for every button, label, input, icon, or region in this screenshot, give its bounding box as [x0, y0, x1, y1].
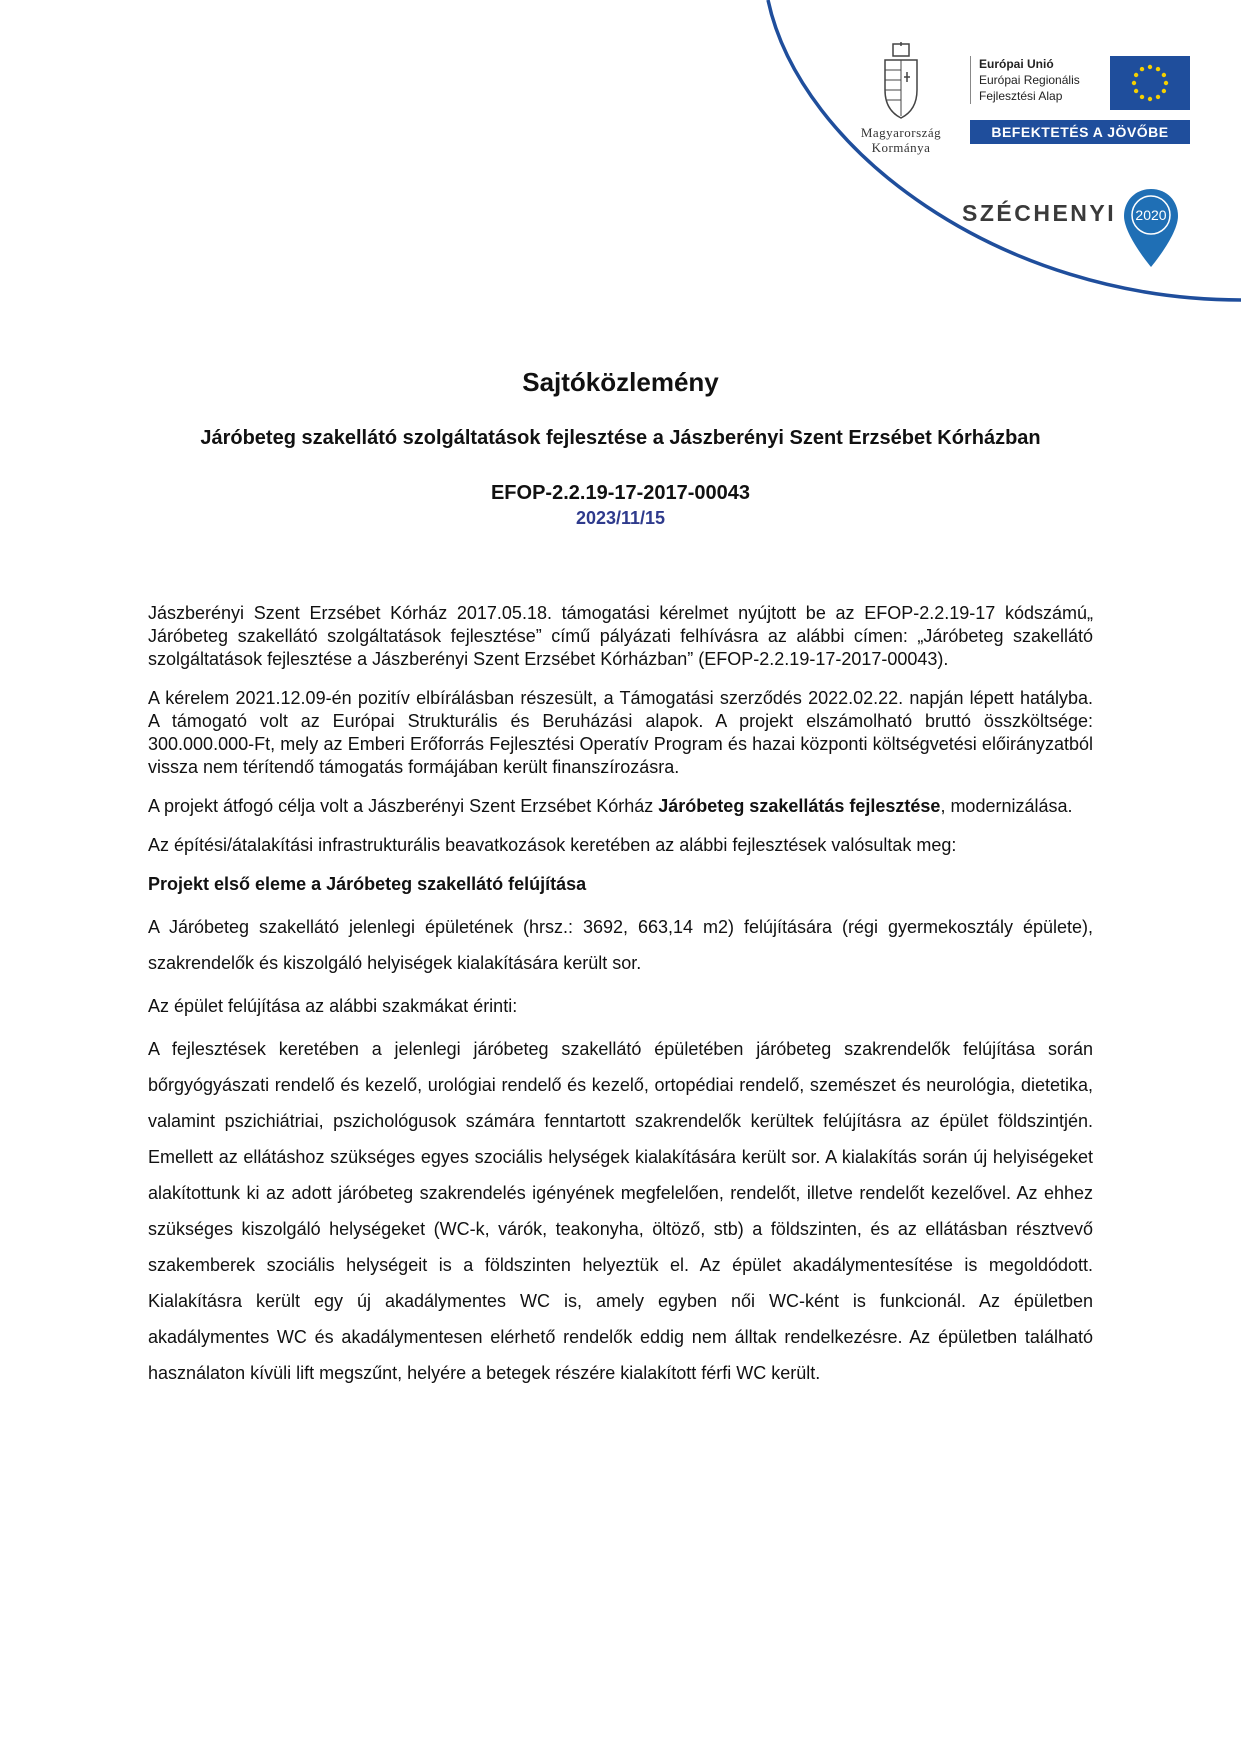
p3-post: , modernizálása. [940, 796, 1073, 816]
eu-text [970, 56, 1119, 104]
doc-body [148, 602, 1093, 1398]
paragraph-1: Jászberényi Szent Erzsébet Kórház 2017.05.18. támogatási kérelmet nyújtott be az EFOP-2.2.19-17 kódszámú„ Járóbeteg szakellátó szolgáltatások fejlesztése” című pályázati felhívásra az alábbi címen: „Járóbeteg szakellátó szolgáltatások fejlesztése a Jászberényi Szent Erzsébet Kórházban” (EFOP-2.2.19-17-2017-00043). [148, 603, 1093, 669]
p3-pre: A projekt átfogó célja volt a Jászberényi Szent Erzsébet Kórház [148, 796, 659, 816]
paragraph-6: Az épület felújítása az alábbi szakmákat érinti: [148, 996, 518, 1016]
header-arc [0, 0, 1241, 320]
gov-logo-line2: Kormánya [871, 140, 931, 155]
szechenyi-2020-pin-icon [1122, 187, 1180, 269]
paragraph-5: A Járóbeteg szakellátó jelenlegi épületének (hrsz.: 3692, 663,14 m2) felújítására (régi gyermekosztály épülete), szakrendelők és kiszolgáló helyiségek kialakítására került sor. [148, 917, 1093, 973]
p3-bold: Járóbeteg szakellátás fejlesztése [658, 796, 941, 816]
hungarian-government-logo [845, 42, 957, 155]
szechenyi-logo-text: SZÉCHENYI [962, 200, 1117, 226]
eu-banner: BEFEKTETÉS A JÖVŐBE [970, 120, 1190, 144]
paragraph-7: A fejlesztések keretében a jelenlegi járóbeteg szakellátó épületében járóbeteg szakrendelők felújítása során bőrgyógyászati rendelő és kezelő, urológiai rendelő és kezelő, ortopédiai rendelő, szemészet és neurológia, dietetika, valamint pszichiátriai, pszichológusok számára fenntartott szakrendelők kerültek felújításra az épület földszintjén. Emellett az ellátáshoz szükséges egyes szociális helységek kialakítására került sor. A kialakítás során új helyiségeket alakítottunk ki az adott járóbeteg szakrendelés igényének megfelelően, rendelőt, illetve rendelőt kezelővel. Az ehhez szükséges kiszolgáló helységeket (WC-k, várók, teakonyha, öltöző, stb) a földszinten, és az ellátásban résztvevő szakemberek szociális helységeit is a földszinten helyeztük el. Az épület akadálymentesítése is megoldódott. Kialakításra került egy új akadálymentes WC is, amely egyben női WC-ként is funkcionál. Az épületben akadálymentes WC és akadálymentesen elérhető rendelők eddig nem álltak rendelkezésre. Az épületben található használaton kívüli lift megszűnt, helyére a betegek részére kialakított férfi WC került. [148, 1039, 1093, 1383]
paragraph-3 [148, 795, 1093, 818]
section-heading: Projekt első eleme a Járóbeteg szakellátó felújítása [148, 874, 587, 894]
project-code: EFOP-2.2.19-17-2017-00043 [490, 482, 751, 504]
eu-line2: Európai Regionális [979, 73, 1080, 87]
eu-line3: Fejlesztési Alap [979, 89, 1063, 103]
eu-flag-icon [1110, 56, 1190, 110]
szechenyi-year: 2020 [1135, 207, 1167, 223]
doc-date: 2023/11/15 [575, 508, 666, 528]
coat-of-arms-icon [881, 42, 921, 120]
doc-subtitle: Járóbeteg szakellátó szolgáltatások fejlesztése a Jászberényi Szent Erzsébet Kórházban [200, 427, 1041, 449]
doc-title: Sajtóközlemény [522, 367, 719, 397]
paragraph-2: A kérelem 2021.12.09-én pozitív elbírálásban részesült, a Támogatási szerződés 2022.02.22. napján lépett hatályba. A támogató volt az Európai Strukturális és Beruházási alapok. A projekt elszámolható bruttó összköltsége: 300.000.000-Ft, mely az Emberi Erőforrás Fejlesztési Operatív Program és hazai központi költségvetési előirányzatból vissza nem térítendő támogatás formájában került finanszírozásra. [148, 688, 1093, 777]
paragraph-4: Az építési/átalakítási infrastrukturális beavatkozások keretében az alábbi fejlesztések valósultak meg: [148, 835, 957, 855]
eu-line1: Európai Unió [979, 57, 1054, 71]
gov-logo-line1: Magyarország [860, 125, 942, 140]
